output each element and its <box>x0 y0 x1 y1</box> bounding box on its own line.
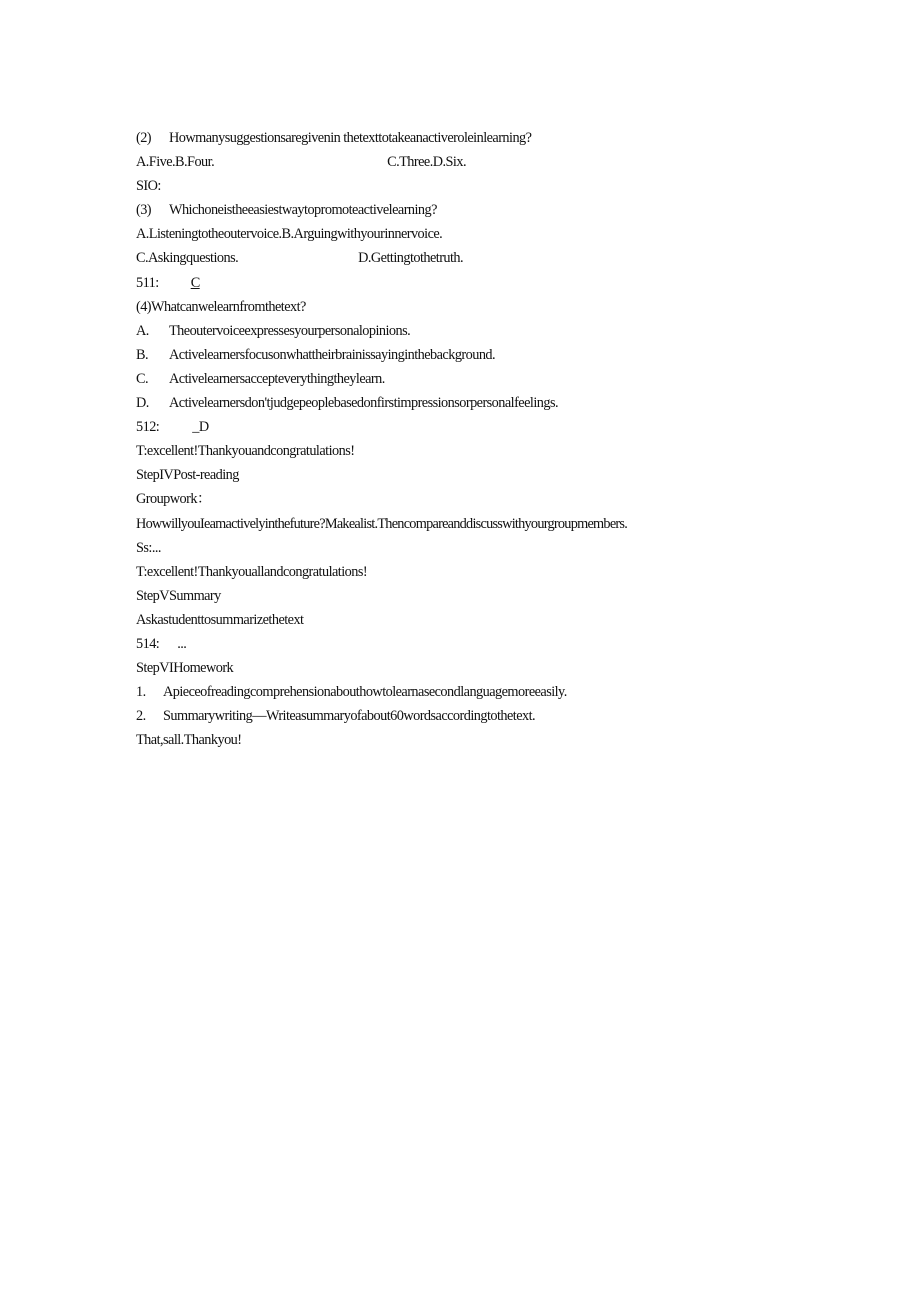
options-cd: C.Three.D.Six. <box>387 154 466 171</box>
question-number: (3) <box>136 202 152 219</box>
step-5-heading: StepVSummary <box>136 587 221 604</box>
option-d: D.Gettingtothetruth. <box>358 250 464 267</box>
step-6-heading: StepVIHomework <box>136 660 234 677</box>
step-4-heading: StepIVPost-reading <box>136 467 239 484</box>
option-c: C.Askingquestions. <box>136 250 239 267</box>
question-number: (2) <box>136 130 152 146</box>
answer-label: 514: <box>136 635 160 652</box>
question-3-options-ab: A.Listeningtotheoutervoice.B.Arguingwithyourinnervoice. <box>136 226 443 243</box>
question-text: Whichoneistheeasiestwaytopromoteactivelearning? <box>169 202 437 219</box>
sio-line: SIO: <box>136 178 161 195</box>
teacher-line-2: T:excellent!Thankyouallandcongratulations! <box>136 563 368 580</box>
homework-item-1: 1. Apieceofreadingcomprehensionabouthowtolearnasecondlanguagemoreeasily. <box>136 684 567 701</box>
answer-512 <box>136 415 836 439</box>
closing-line: That,sall.Thankyou! <box>136 732 242 749</box>
question-4-option-a: A. Theoutervoiceexpressesyourpersonalopinions. <box>136 322 411 339</box>
document-page <box>136 126 836 752</box>
teacher-line-1: T:excellent!Thankyouandcongratulations! <box>136 443 355 460</box>
homework-item-2: 2. Summarywriting—Writeasummaryofabout60wordsaccordingtothetext. <box>136 708 536 725</box>
question-4-option-d: D. Activelearnersdon'tjudgepeoplebasedonfirstimpressionsorpersonalfeelings. <box>136 395 558 412</box>
question-4-option-c: C. Activelearnersaccepteverythingtheylearn. <box>136 370 385 387</box>
students-line: Ss:... <box>136 539 161 556</box>
answer-514 <box>136 632 836 656</box>
options-ab: A.Five.B.Four. <box>136 154 215 171</box>
summary-task: Askastudenttosummarizethetext <box>136 611 304 628</box>
answer-511 <box>136 271 836 295</box>
question-4-option-b: B. Activelearnersfocusonwhattheirbrainissayinginthebackground. <box>136 346 496 363</box>
groupwork-label: Groupwork： <box>136 491 211 508</box>
answer-label: 512: <box>136 419 160 436</box>
question-text: Howmanysuggestionsaregivenin thetexttotakeanactiveroleinlearning? <box>169 130 532 146</box>
question-3 <box>136 198 836 222</box>
groupwork-task: HowwillyouIeamactivelyinthefuture?Makealist.Thencompareanddiscusswithyourgroupmembers. <box>136 515 628 532</box>
question-3-options-cd <box>136 246 836 270</box>
answer-value: C <box>190 274 200 291</box>
answer-value: _D <box>192 419 209 436</box>
answer-label: 511: <box>136 274 159 291</box>
question-2-options <box>136 150 836 174</box>
question-2 <box>136 126 836 150</box>
answer-value: ... <box>177 635 187 652</box>
question-4: (4)Whatcanwelearnfromthetext? <box>136 298 306 315</box>
